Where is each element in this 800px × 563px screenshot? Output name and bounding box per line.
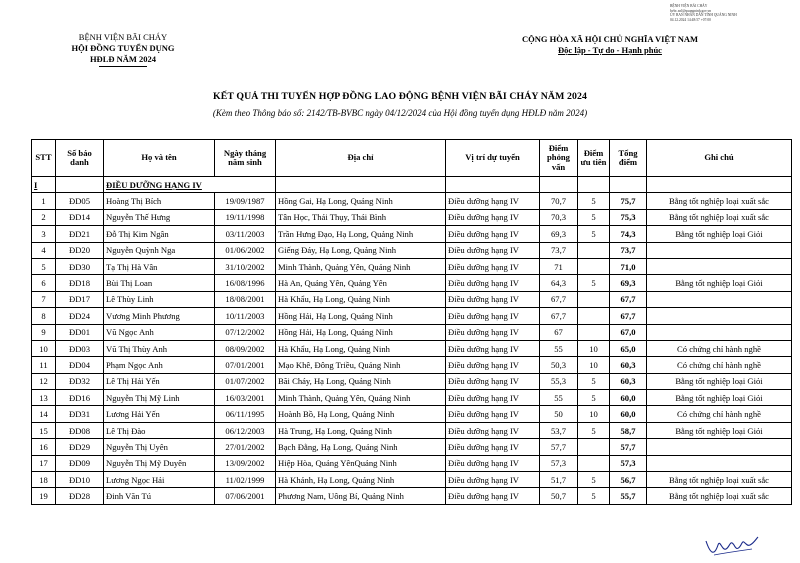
cell-sbd: ĐD14 — [56, 209, 104, 225]
cell-address: Hồng Hải, Hạ Long, Quảng Ninh — [276, 308, 446, 324]
cell-interview: 67 — [540, 324, 578, 340]
cell-priority: 5 — [578, 275, 610, 291]
cell-sbd: ĐD04 — [56, 357, 104, 373]
cell-position: Điều dưỡng hạng IV — [446, 390, 540, 406]
cell-dob: 27/01/2002 — [215, 439, 276, 455]
cell-name: Đinh Văn Tú — [104, 488, 215, 504]
cell-interview: 57,7 — [540, 439, 578, 455]
table-row — [32, 439, 792, 455]
cell-total: 57,3 — [610, 455, 647, 471]
cell-note — [647, 258, 792, 274]
table-row — [32, 258, 792, 274]
cell-name: Nguyễn Thị Mỹ Linh — [104, 390, 215, 406]
cell-priority: 5 — [578, 209, 610, 225]
cell-priority: 5 — [578, 373, 610, 389]
cell-dob: 16/03/2001 — [215, 390, 276, 406]
cell-sbd: ĐD29 — [56, 439, 104, 455]
cell-position: Điều dưỡng hạng IV — [446, 308, 540, 324]
cell-address: Hà Trung, Hạ Long, Quảng Ninh — [276, 422, 446, 438]
cell-interview: 64,3 — [540, 275, 578, 291]
cell-address: Hà Khẩu, Hạ Long, Quảng Ninh — [276, 340, 446, 356]
cell-stt: 4 — [32, 242, 56, 258]
cell-note: Bằng tốt nghiệp loại xuất sắc — [647, 193, 792, 209]
cell-stt: 7 — [32, 291, 56, 307]
group-empty — [647, 177, 792, 193]
cell-stt: 19 — [32, 488, 56, 504]
council-name: HỘI ĐỒNG TUYỂN DỤNG — [71, 43, 175, 53]
cell-total: 56,7 — [610, 472, 647, 488]
cell-name: Nguyễn Thị Uyên — [104, 439, 215, 455]
cell-priority — [578, 242, 610, 258]
col-header-total: Tổng điểm — [610, 140, 647, 177]
cell-dob: 13/09/2002 — [215, 455, 276, 471]
table-row — [32, 275, 792, 291]
document-title: KẾT QUẢ THI TUYỂN HỢP ĐỒNG LAO ĐỘNG BỆNH VIỆN BÃI CHÁY NĂM 2024 — [212, 91, 587, 102]
table-row — [32, 422, 792, 438]
cell-address: Tân Học, Thái Thụy, Thái Bình — [276, 209, 446, 225]
cell-priority: 5 — [578, 488, 610, 504]
cell-note: Bằng tốt nghiệp loại Giỏi — [647, 373, 792, 389]
cell-sbd: ĐD03 — [56, 340, 104, 356]
cell-name: Vũ Ngọc Anh — [104, 324, 215, 340]
cell-dob: 08/09/2002 — [215, 340, 276, 356]
cell-interview: 73,7 — [540, 242, 578, 258]
cell-stt: 16 — [32, 439, 56, 455]
col-header-priority: Điểm ưu tiên — [578, 140, 610, 177]
table-row — [32, 291, 792, 307]
cell-name: Hoàng Thị Bích — [104, 193, 215, 209]
cell-sbd: ĐD08 — [56, 422, 104, 438]
cell-note: Bằng tốt nghiệp loại Giỏi — [647, 226, 792, 242]
cell-dob: 07/01/2001 — [215, 357, 276, 373]
cell-priority — [578, 439, 610, 455]
table-row — [32, 472, 792, 488]
table-row — [32, 390, 792, 406]
cell-dob: 06/12/2003 — [215, 422, 276, 438]
cell-total: 60,3 — [610, 373, 647, 389]
stamp-line: 04.12.2024 14:48:57 +07:00 — [670, 17, 711, 22]
cell-total: 60,0 — [610, 390, 647, 406]
cell-sbd: ĐD16 — [56, 390, 104, 406]
cell-priority — [578, 308, 610, 324]
cell-total: 67,7 — [610, 291, 647, 307]
cell-stt: 15 — [32, 422, 56, 438]
issuer-header — [48, 32, 198, 67]
cell-stt: 2 — [32, 209, 56, 225]
group-empty — [276, 177, 446, 193]
cell-name: Tạ Thị Hà Vân — [104, 258, 215, 274]
cell-address: Hà An, Quảng Yên, Quảng Yên — [276, 275, 446, 291]
cell-dob: 19/11/1998 — [215, 209, 276, 225]
cell-interview: 71 — [540, 258, 578, 274]
cell-address: Hồng Gai, Hạ Long, Quảng Ninh — [276, 193, 446, 209]
cell-sbd: ĐD17 — [56, 291, 104, 307]
cell-total: 73,7 — [610, 242, 647, 258]
cell-name: Bùi Thị Loan — [104, 275, 215, 291]
cell-dob: 11/02/1999 — [215, 472, 276, 488]
cell-position: Điều dưỡng hạng IV — [446, 242, 540, 258]
cell-total: 67,0 — [610, 324, 647, 340]
cell-dob: 01/06/2002 — [215, 242, 276, 258]
cell-name: Nguyễn Thế Hưng — [104, 209, 215, 225]
cell-total: 75,3 — [610, 209, 647, 225]
table-row — [32, 242, 792, 258]
cell-position: Điều dưỡng hạng IV — [446, 357, 540, 373]
table-header-row — [32, 140, 792, 177]
cell-interview: 67,7 — [540, 308, 578, 324]
col-header-note: Ghi chú — [647, 140, 792, 177]
cell-dob: 06/11/1995 — [215, 406, 276, 422]
col-header-address: Địa chỉ — [276, 140, 446, 177]
cell-dob: 31/10/2002 — [215, 258, 276, 274]
cell-sbd: ĐD32 — [56, 373, 104, 389]
cell-dob: 18/08/2001 — [215, 291, 276, 307]
cell-total: 57,7 — [610, 439, 647, 455]
cell-sbd: ĐD10 — [56, 472, 104, 488]
table-row — [32, 340, 792, 356]
cell-position: Điều dưỡng hạng IV — [446, 291, 540, 307]
cell-address: Mạo Khê, Đông Triều, Quảng Ninh — [276, 357, 446, 373]
cell-total: 74,3 — [610, 226, 647, 242]
cell-name: Vũ Thị Thùy Anh — [104, 340, 215, 356]
cell-stt: 9 — [32, 324, 56, 340]
cell-position: Điều dưỡng hạng IV — [446, 193, 540, 209]
cell-name: Vương Minh Phương — [104, 308, 215, 324]
cell-stt: 6 — [32, 275, 56, 291]
cell-priority — [578, 291, 610, 307]
col-header-dob: Ngày tháng năm sinh — [215, 140, 276, 177]
col-header-stt: STT — [32, 140, 56, 177]
cell-stt: 11 — [32, 357, 56, 373]
cell-note — [647, 291, 792, 307]
cell-interview: 51,7 — [540, 472, 578, 488]
cell-address: Hà Khánh, Hạ Long, Quảng Ninh — [276, 472, 446, 488]
cell-dob: 07/12/2002 — [215, 324, 276, 340]
cell-note: Có chứng chỉ hành nghề — [647, 406, 792, 422]
cell-sbd: ĐD24 — [56, 308, 104, 324]
cell-interview: 69,3 — [540, 226, 578, 242]
cell-note — [647, 324, 792, 340]
group-empty — [56, 177, 104, 193]
cell-priority: 5 — [578, 422, 610, 438]
cell-interview: 50,3 — [540, 357, 578, 373]
cell-position: Điều dưỡng hạng IV — [446, 340, 540, 356]
cell-priority — [578, 455, 610, 471]
cell-sbd: ĐD18 — [56, 275, 104, 291]
table-row — [32, 488, 792, 504]
cell-priority: 5 — [578, 226, 610, 242]
cell-total: 60,0 — [610, 406, 647, 422]
document-subtitle: (Kèm theo Thông báo số: 2142/TB-BVBC ngày 04/12/2024 của Hội đồng tuyển dụng HĐLĐ năm 2024) — [212, 108, 588, 118]
cell-sbd: ĐD31 — [56, 406, 104, 422]
cell-address: Phương Nam, Uông Bí, Quảng Ninh — [276, 488, 446, 504]
cell-stt: 3 — [32, 226, 56, 242]
table-row — [32, 226, 792, 242]
cell-dob: 10/11/2003 — [215, 308, 276, 324]
cell-interview: 55 — [540, 390, 578, 406]
cell-priority: 5 — [578, 472, 610, 488]
cell-position: Điều dưỡng hạng IV — [446, 275, 540, 291]
group-row — [32, 177, 792, 193]
cell-position: Điều dưỡng hạng IV — [446, 422, 540, 438]
cell-name: Lê Thị Đào — [104, 422, 215, 438]
cell-address: Bạch Đằng, Hạ Long, Quảng Ninh — [276, 439, 446, 455]
cell-stt: 14 — [32, 406, 56, 422]
cell-interview: 53,7 — [540, 422, 578, 438]
stamp-line: bvbc.snl@quangninh.gov.vn — [670, 8, 712, 13]
cell-interview: 55,3 — [540, 373, 578, 389]
cell-note — [647, 455, 792, 471]
table-row — [32, 357, 792, 373]
council-sub: HĐLĐ NĂM 2024 — [89, 54, 157, 64]
cell-sbd: ĐD30 — [56, 258, 104, 274]
cell-note: Bằng tốt nghiệp loại Giỏi — [647, 275, 792, 291]
hospital-name: BỆNH VIỆN BÃI CHÁY — [78, 32, 168, 42]
cell-dob: 16/08/1996 — [215, 275, 276, 291]
country-name: CỘNG HÒA XÃ HỘI CHỦ NGHĨA VIỆT NAM — [521, 34, 699, 44]
cell-stt: 12 — [32, 373, 56, 389]
cell-sbd: ĐD01 — [56, 324, 104, 340]
cell-note: Bằng tốt nghiệp loại xuất sắc — [647, 488, 792, 504]
cell-note: Bằng tốt nghiệp loại Giỏi — [647, 422, 792, 438]
table-row — [32, 308, 792, 324]
cell-priority: 10 — [578, 340, 610, 356]
cell-address: Minh Thành, Quảng Yên, Quảng Ninh — [276, 390, 446, 406]
cell-address: Minh Thành, Quảng Yên, Quảng Ninh — [276, 258, 446, 274]
cell-address: Bãi Cháy, Hạ Long, Quảng Ninh — [276, 373, 446, 389]
cell-name: Đỗ Thị Kim Ngân — [104, 226, 215, 242]
cell-dob: 01/07/2002 — [215, 373, 276, 389]
cell-note — [647, 308, 792, 324]
cell-priority: 10 — [578, 406, 610, 422]
cell-priority: 10 — [578, 357, 610, 373]
cell-position: Điều dưỡng hạng IV — [446, 472, 540, 488]
cell-position: Điều dưỡng hạng IV — [446, 226, 540, 242]
cell-stt: 13 — [32, 390, 56, 406]
col-header-position: Vị trí dự tuyển — [446, 140, 540, 177]
table-row — [32, 455, 792, 471]
cell-dob: 07/06/2001 — [215, 488, 276, 504]
cell-address: Hà Khẩu, Hạ Long, Quảng Ninh — [276, 291, 446, 307]
cell-sbd: ĐD20 — [56, 242, 104, 258]
cell-address: Hiệp Hòa, Quảng YênQuảng Ninh — [276, 455, 446, 471]
group-empty — [610, 177, 647, 193]
cell-sbd: ĐD21 — [56, 226, 104, 242]
col-header-name: Họ và tên — [104, 140, 215, 177]
cell-total: 69,3 — [610, 275, 647, 291]
cell-note: Có chứng chỉ hành nghề — [647, 357, 792, 373]
cell-address: Hồng Hải, Hạ Long, Quảng Ninh — [276, 324, 446, 340]
cell-note: Bằng tốt nghiệp loại xuất sắc — [647, 209, 792, 225]
stamp-line: BỆNH VIỆN BÃI CHÁY — [670, 4, 708, 8]
cell-interview: 67,7 — [540, 291, 578, 307]
cell-stt: 17 — [32, 455, 56, 471]
cell-stt: 5 — [32, 258, 56, 274]
table-row — [32, 373, 792, 389]
cell-position: Điều dưỡng hạng IV — [446, 439, 540, 455]
national-motto: Độc lập - Tự do - Hạnh phúc — [558, 45, 662, 55]
group-name: ĐIỀU DƯỠNG HẠNG IV — [104, 177, 276, 193]
cell-interview: 50 — [540, 406, 578, 422]
table-row — [32, 324, 792, 340]
cell-total: 60,3 — [610, 357, 647, 373]
table-row — [32, 193, 792, 209]
cell-interview: 55 — [540, 340, 578, 356]
cell-priority — [578, 324, 610, 340]
cell-name: Nguyễn Quỳnh Nga — [104, 242, 215, 258]
col-header-interview: Điểm phỏng vấn — [540, 140, 578, 177]
table-row — [32, 406, 792, 422]
cell-name: Nguyễn Thị Mỹ Duyên — [104, 455, 215, 471]
national-header — [505, 34, 715, 56]
cell-name: Lương Ngọc Hải — [104, 472, 215, 488]
cell-total: 65,0 — [610, 340, 647, 356]
header-divider — [99, 66, 147, 67]
cell-interview: 50,7 — [540, 488, 578, 504]
table-row — [32, 209, 792, 225]
cell-total: 55,7 — [610, 488, 647, 504]
group-roman: I — [32, 177, 56, 193]
col-header-sbd: Số báo danh — [56, 140, 104, 177]
cell-note: Bằng tốt nghiệp loại Giỏi — [647, 390, 792, 406]
cell-sbd: ĐD09 — [56, 455, 104, 471]
cell-note — [647, 242, 792, 258]
cell-sbd: ĐD05 — [56, 193, 104, 209]
cell-position: Điều dưỡng hạng IV — [446, 406, 540, 422]
cell-position: Điều dưỡng hạng IV — [446, 488, 540, 504]
cell-name: Phạm Ngọc Anh — [104, 357, 215, 373]
results-table — [31, 139, 792, 505]
cell-stt: 18 — [32, 472, 56, 488]
cell-position: Điều dưỡng hạng IV — [446, 455, 540, 471]
cell-stt: 8 — [32, 308, 56, 324]
cell-priority: 5 — [578, 390, 610, 406]
cell-sbd: ĐD28 — [56, 488, 104, 504]
group-empty — [578, 177, 610, 193]
cell-total: 75,7 — [610, 193, 647, 209]
group-empty — [446, 177, 540, 193]
cell-total: 58,7 — [610, 422, 647, 438]
group-empty — [540, 177, 578, 193]
cell-name: Lương Hải Yến — [104, 406, 215, 422]
cell-position: Điều dưỡng hạng IV — [446, 209, 540, 225]
cell-total: 67,7 — [610, 308, 647, 324]
cell-dob: 03/11/2003 — [215, 226, 276, 242]
cell-priority — [578, 258, 610, 274]
cell-dob: 19/09/1987 — [215, 193, 276, 209]
cell-interview: 57,3 — [540, 455, 578, 471]
handwritten-signature — [700, 533, 760, 559]
stamp-line: ỦY BAN NHÂN DÂN TỈNH QUẢNG NINH — [670, 13, 737, 18]
cell-address: Hoành Bồ, Hạ Long, Quảng Ninh — [276, 406, 446, 422]
cell-total: 71,0 — [610, 258, 647, 274]
cell-interview: 70,3 — [540, 209, 578, 225]
cell-position: Điều dưỡng hạng IV — [446, 373, 540, 389]
digital-signature-stamp — [670, 4, 788, 22]
cell-note — [647, 439, 792, 455]
cell-address: Giếng Đáy, Hạ Long, Quảng Ninh — [276, 242, 446, 258]
cell-note: Có chứng chỉ hành nghề — [647, 340, 792, 356]
cell-note: Bằng tốt nghiệp loại xuất sắc — [647, 472, 792, 488]
cell-name: Lê Thùy Linh — [104, 291, 215, 307]
cell-position: Điều dưỡng hạng IV — [446, 258, 540, 274]
cell-position: Điều dưỡng hạng IV — [446, 324, 540, 340]
cell-stt: 1 — [32, 193, 56, 209]
cell-interview: 70,7 — [540, 193, 578, 209]
cell-stt: 10 — [32, 340, 56, 356]
cell-name: Lê Thị Hải Yến — [104, 373, 215, 389]
cell-address: Trần Hưng Đạo, Hạ Long, Quảng Ninh — [276, 226, 446, 242]
cell-priority: 5 — [578, 193, 610, 209]
